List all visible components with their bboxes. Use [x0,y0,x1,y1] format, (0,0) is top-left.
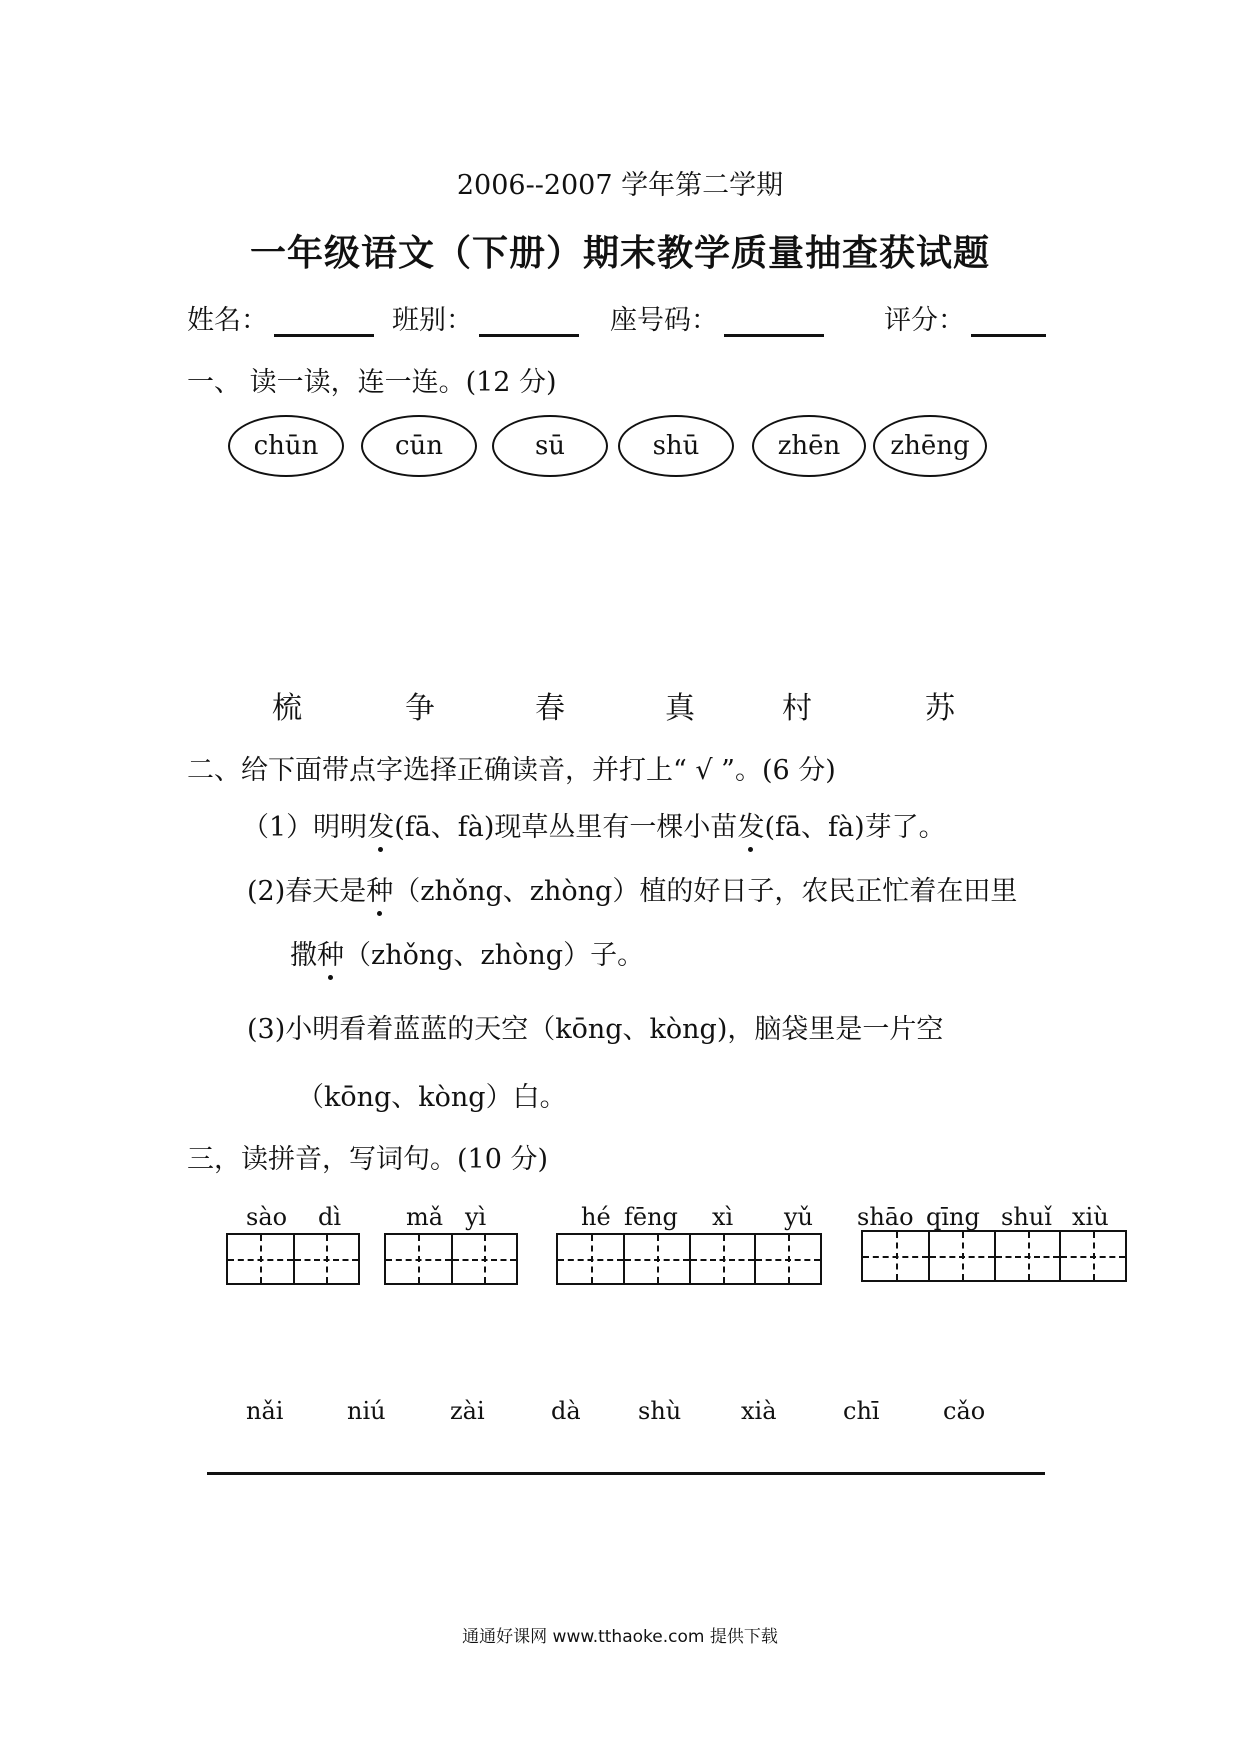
pinyin-text: shū [652,431,700,461]
pinyin-oval[interactable] [873,415,987,477]
writing-cell[interactable] [558,1235,623,1283]
dotted-character: 发 [367,805,394,844]
section1-heading: 一、 读一读，连一连。(12 分) [187,367,557,398]
pinyin-label: hé [581,1203,611,1231]
pinyin-oval[interactable] [361,415,477,477]
semester-heading: 2006--2007 学年第二学期 [456,170,784,201]
pinyin-label: sào [246,1203,288,1231]
q2-text-a: (2)春天是 [247,876,367,907]
dotted-character: 种 [366,869,393,908]
question-2-2-line2 [290,933,644,972]
writing-grid[interactable] [861,1230,1127,1282]
writing-grid[interactable] [384,1233,518,1285]
writing-cell[interactable] [1059,1232,1125,1280]
pinyin-text: zhēng [890,431,970,461]
sentence-pinyin: chī [843,1397,880,1425]
pinyin-label: yì [465,1203,487,1231]
seat-blank[interactable] [724,306,824,337]
pinyin-label: dì [318,1203,342,1231]
question-2-3-line1[interactable]: (3)小明看着蓝蓝的天空（kōng、kòng)，脑袋里是一片空 [247,1014,944,1045]
q1-text-b[interactable]: (fā、fà)现草丛里有一棵小苗 [394,812,738,843]
writing-cell[interactable] [689,1235,755,1283]
name-field[interactable] [187,298,374,337]
class-label: 班别： [392,305,473,336]
sentence-pinyin: zài [450,1397,485,1425]
question-2-1 [242,805,946,844]
pinyin-oval[interactable] [492,415,608,477]
match-character[interactable]: 争 [405,691,435,726]
question-2-2-line1 [247,869,1017,908]
pinyin-text: chūn [253,431,319,461]
name-blank[interactable] [274,306,374,337]
pinyin-label: fēng [624,1203,678,1231]
pinyin-text: sū [534,431,566,461]
writing-cell[interactable] [386,1235,451,1283]
q2-text-b[interactable]: （zhǒng、zhòng）植的好日子，农民正忙着在田里 [393,876,1018,907]
sentence-pinyin: nǎi [246,1397,284,1425]
sentence-pinyin: cǎo [943,1397,986,1425]
match-character[interactable]: 梳 [272,691,302,726]
writing-cell[interactable] [754,1235,820,1283]
pinyin-label: yǔ [784,1203,814,1231]
seat-label: 座号码： [610,305,718,336]
score-field[interactable] [884,298,1046,337]
pinyin-text: cūn [394,431,444,461]
pinyin-label: shuǐ [1001,1203,1052,1231]
section3-heading: 三，读拼音，写词句。(10 分) [187,1144,549,1175]
section2-heading: 二、给下面带点字选择正确读音，并打上“ √ ”。(6 分) [187,755,836,786]
pinyin-oval[interactable] [752,415,866,477]
writing-cell[interactable] [228,1235,293,1283]
pinyin-label: qīng [926,1203,980,1231]
writing-cell[interactable] [863,1232,928,1280]
pinyin-text: zhēn [777,431,841,461]
match-character[interactable]: 真 [665,691,695,726]
dotted-character: 种 [317,933,344,972]
pinyin-label: shāo [857,1203,914,1231]
writing-cell[interactable] [623,1235,689,1283]
q1-text-c[interactable]: (fā、fà)芽了。 [764,812,946,843]
match-character[interactable]: 春 [535,691,565,726]
class-field[interactable] [392,298,579,337]
pinyin-label: xiù [1072,1203,1109,1231]
writing-cell[interactable] [293,1235,358,1283]
name-label: 姓名： [187,305,268,336]
q2-text-d[interactable]: （zhǒng、zhòng）子。 [344,940,645,971]
match-character[interactable]: 苏 [925,691,955,726]
dotted-character: 发 [737,805,764,844]
score-label: 评分： [884,305,965,336]
seat-field[interactable] [610,298,824,337]
sentence-pinyin: shù [638,1397,682,1425]
pinyin-oval[interactable] [618,415,734,477]
writing-grid[interactable] [556,1233,822,1285]
q2-text-c: 撒 [290,940,317,971]
student-info-row [187,298,1067,338]
answer-line[interactable] [207,1472,1045,1475]
exam-title: 一年级语文（下册）期末教学质量抽查获试题 [249,232,990,274]
writing-cell[interactable] [451,1235,516,1283]
pinyin-label: mǎ [406,1203,444,1231]
writing-grid[interactable] [226,1233,360,1285]
writing-cell[interactable] [994,1232,1060,1280]
footer-text: 通通好课网 www.tthaoke.com 提供下载 [462,1627,778,1647]
writing-cell[interactable] [928,1232,994,1280]
class-blank[interactable] [479,306,579,337]
pinyin-label: xì [712,1203,734,1231]
sentence-pinyin: xià [741,1397,777,1425]
match-character[interactable]: 村 [782,691,812,726]
pinyin-oval[interactable] [228,415,344,477]
sentence-pinyin: niú [347,1397,386,1425]
sentence-pinyin: dà [551,1397,581,1425]
question-2-3-line2[interactable]: （kōng、kòng）白。 [297,1082,567,1113]
q1-text-a: （1）明明 [242,812,368,843]
score-blank[interactable] [971,306,1046,337]
